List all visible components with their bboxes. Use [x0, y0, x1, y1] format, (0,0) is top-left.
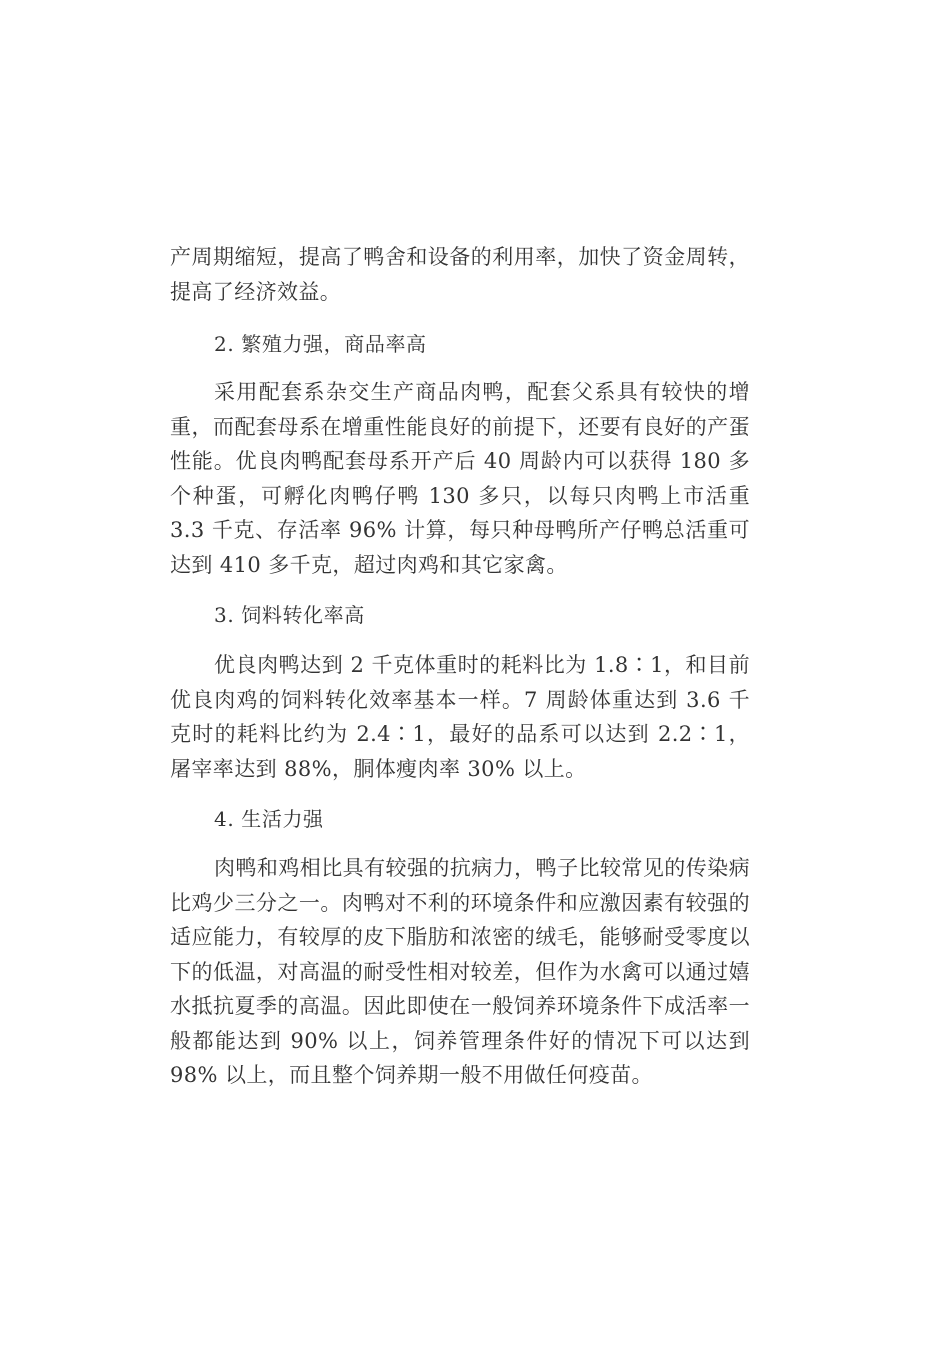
- section-heading-2: 2. 繁殖力强，商品率高: [214, 332, 427, 356]
- paragraph-reproduction: 采用配套系杂交生产商品肉鸭，配套父系具有较快的增重，而配套母系在增重性能良好的前提下，还要有良好的产蛋性能。优良肉鸭配套母系开产后 40 周龄内可以获得 180 多个种蛋，可孵化肉鸭仔鸭 130 多只，以每只肉鸭上市活重 3.3 千克、存活率 96% 计算，每只种母鸭所产仔鸭总活重可达到 410 多千克，超过肉鸡和其它家禽。: [170, 380, 750, 577]
- section-heading-4: 4. 生活力强: [214, 807, 324, 831]
- paragraph-continuation: 产周期缩短，提高了鸭舍和设备的利用率，加快了资金周转，提高了经济效益。: [170, 245, 750, 304]
- paragraph-vitality: 肉鸭和鸡相比具有较强的抗病力，鸭子比较常见的传染病比鸡少三分之一。肉鸭对不利的环境条件和应激因素有较强的适应能力，有较厚的皮下脂肪和浓密的绒毛，能够耐受零度以下的低温，对高温的耐受性相对较差，但作为水禽可以通过嬉水抵抗夏季的高温。因此即使在一般饲养环境条件下成活率一般都能达到 90% 以上，饲养管理条件好的情况下可以达到 98% 以上，而且整个饲养期一般不用做任何疫苗。: [170, 856, 750, 1087]
- paragraph-feed-conversion: 优良肉鸭达到 2 千克体重时的耗料比为 1.8∶1，和目前优良肉鸡的饲料转化效率基本一样。7 周龄体重达到 3.6 千克时的耗料比约为 2.4∶1，最好的品系可以达到 2.2∶1，屠宰率达到 88%，胴体瘦肉率 30% 以上。: [170, 653, 750, 781]
- section-heading-3: 3. 饲料转化率高: [214, 603, 365, 627]
